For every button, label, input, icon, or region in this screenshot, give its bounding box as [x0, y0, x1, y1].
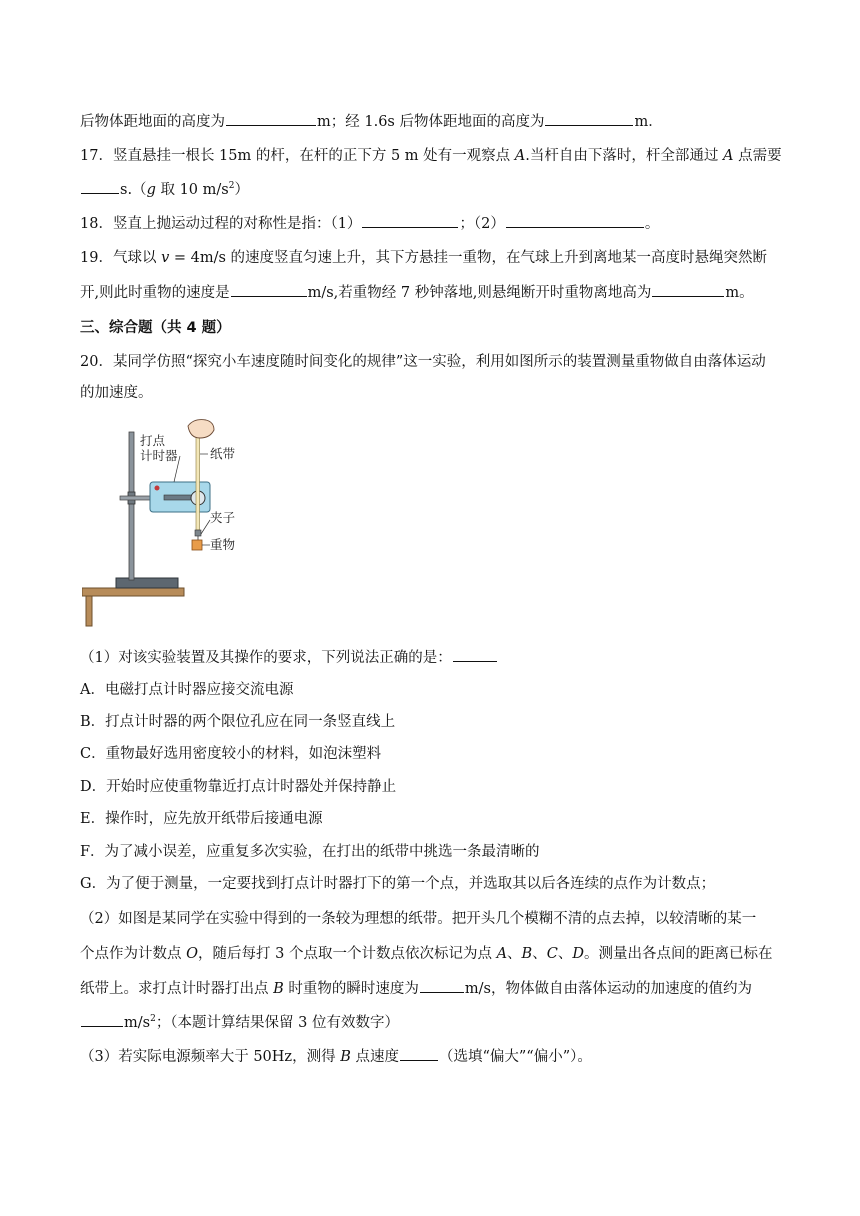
question-18: 18．竖直上抛运动过程的对称性是指：（1） ；（2） 。: [80, 213, 800, 234]
option-d: D．开始时应使重物靠近打点计时器处并保持静止: [80, 779, 397, 795]
answer-blank[interactable]: [81, 1012, 123, 1027]
option-f: F．为了减小误差，应重复多次实验，在打出的纸带中挑选一条最清晰的: [80, 844, 540, 860]
answer-blank[interactable]: [400, 1046, 438, 1061]
question-20: 20．某同学仿照“探究小车速度随时间变化的规律”这一实验，利用如图所示的装置测量重物做自由落体运动: [80, 354, 766, 370]
part-3: （3）若实际电源频率大于 50Hz，测得 B 点速度 （选填“偏大”“偏小”）。: [80, 1046, 800, 1067]
answer-blank[interactable]: [652, 282, 724, 297]
part-2-line-2: 个点作为计数点 O，随后每打 3 个点取一个计数点依次标记为点 A、B、C、D。测量出各点间的距离已标在: [80, 946, 773, 962]
clip-and-weight: [192, 530, 202, 550]
part-2-line-3: 纸带上。求打点计时器打出点 B 时重物的瞬时速度为 m/s，物体做自由落体运动的加速度的值约为: [80, 978, 800, 999]
timer-body: [150, 482, 210, 512]
hand-icon: [188, 420, 214, 438]
question-17-cont: s.（g 取 10 $m/s^2$）: [80, 179, 800, 200]
label-timer-1: 打点: [140, 433, 166, 448]
label-timer-2: 计时器: [140, 448, 178, 463]
question-19: 19．气球以 v = 4m/s 的速度竖直匀速上升，其下方悬挂一重物，在气球上升到离地某一高度时悬绳突然断: [80, 250, 768, 266]
answer-blank[interactable]: [545, 111, 633, 126]
label-weight: 重物: [210, 537, 236, 552]
answer-blank[interactable]: [226, 111, 316, 126]
question-17: 17．竖直悬挂一根长 15m 的杆，在杆的正下方 5 m 处有一观察点 A.当杆自由下落时，杆全部通过 A 点需要: [80, 148, 782, 164]
table: [82, 588, 184, 626]
section-heading: 三、综合题（共 4 题）: [80, 320, 231, 336]
line-1: 后物体距地面的高度为 m；经 1.6s 后物体距地面的高度为 m．: [80, 111, 800, 132]
answer-blank[interactable]: [453, 647, 497, 662]
option-e: E．操作时，应先放开纸带后接通电源: [80, 811, 323, 827]
paper-tape: [196, 430, 200, 530]
part-1: （1）对该实验装置及其操作的要求，下列说法正确的是：: [80, 647, 800, 668]
label-tape: 纸带: [210, 446, 236, 461]
option-b: B．打点计时器的两个限位孔应在同一条竖直线上: [80, 714, 396, 730]
answer-blank[interactable]: [420, 978, 464, 993]
answer-blank[interactable]: [231, 282, 307, 297]
part-2-line-4: $m/s^2$；（本题计算结果保留 3 位有效数字）: [80, 1012, 800, 1033]
option-g: G．为了便于测量，一定要找到打点计时器打下的第一个点，并选取其以后各连续的点作为计数点；: [80, 876, 716, 892]
label-clip: 夹子: [210, 510, 236, 525]
option-c: C．重物最好选用密度较小的材料，如泡沫塑料: [80, 746, 382, 762]
answer-blank[interactable]: [81, 179, 119, 194]
question-20-cont: 的加速度。: [80, 385, 153, 401]
part-2: （2）如图是某同学在实验中得到的一条较为理想的纸带。把开头几个模糊不清的点去掉，以较清晰的某一: [80, 911, 757, 927]
answer-blank[interactable]: [506, 213, 644, 228]
question-19-cont: 开,则此时重物的速度是 m/s,若重物经 7 秒钟落地,则悬绳断开时重物离地高为 m。: [80, 282, 800, 303]
option-a: A．电磁打点计时器应接交流电源: [80, 682, 294, 698]
answer-blank[interactable]: [362, 213, 458, 228]
experiment-apparatus-figure: [82, 412, 262, 632]
